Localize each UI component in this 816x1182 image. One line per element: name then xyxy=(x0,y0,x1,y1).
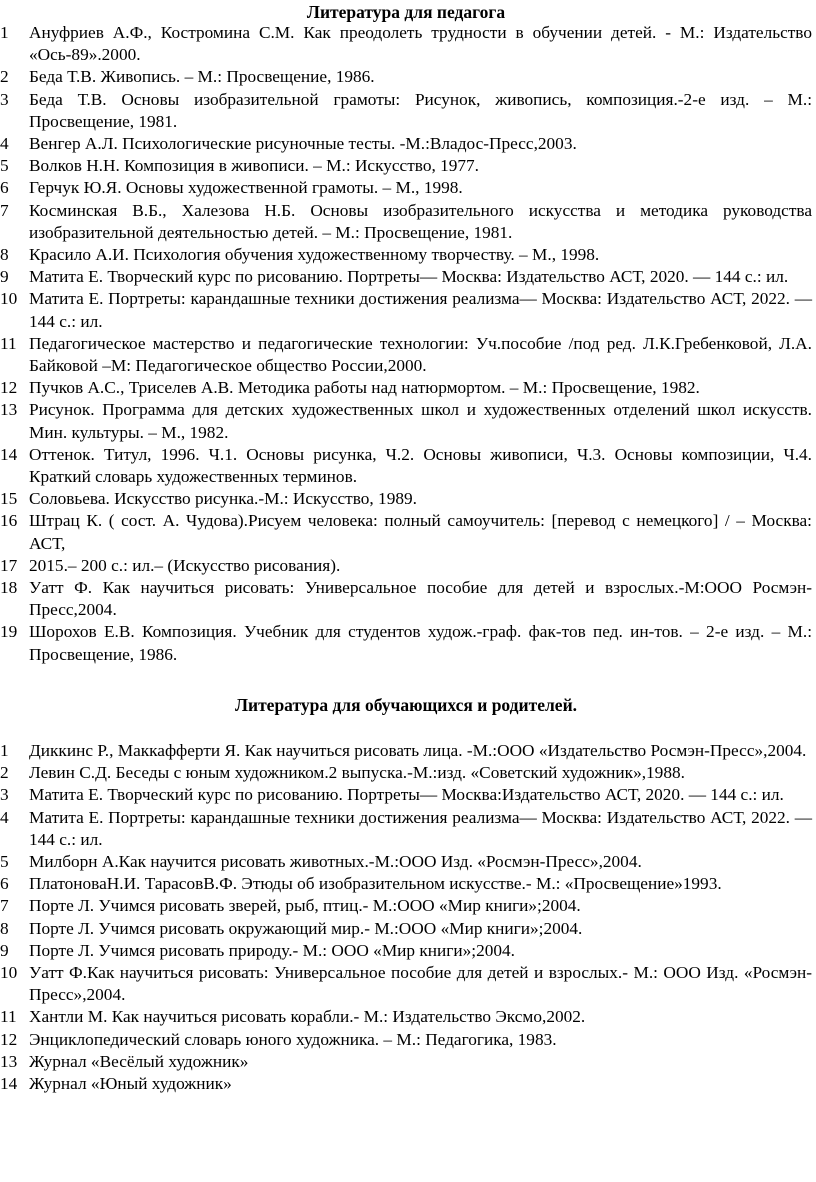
reference-number: 5 xyxy=(0,851,9,871)
reference-text: Ануфриев А.Ф., Костромина С.М. Как преодолеть трудности в обучении детей. - М.: Издательство «Ось-89».2000. xyxy=(29,23,812,65)
reference-number: 14 xyxy=(0,1073,18,1093)
reference-item xyxy=(0,22,812,66)
reference-item xyxy=(0,89,812,133)
reference-text: Волков Н.Н. Композиция в живописи. – М.: Искусство, 1977. xyxy=(29,156,479,176)
reference-item xyxy=(0,399,812,443)
reference-text: Порте Л. Учимся рисовать окружающий мир.- М.:ООО «Мир книги»;2004. xyxy=(29,918,583,938)
reference-text: Матита Е. Творческий курс по рисованию. Портреты— Москва: Издательство АСТ, 2020. — 144 с.: ил. xyxy=(29,267,789,287)
reference-text: Диккинс Р., Маккафферти Я. Как научиться рисовать лица. -М.:ООО «Издательство Росмэн-Пресс»,2004. xyxy=(29,740,807,760)
reference-text: Беда Т.В. Основы изобразительной грамоты: Рисунок, живопись, композиция.-2-е изд. – М.: Просвещение, 1981. xyxy=(29,89,812,131)
reference-text: Журнал «Юный художник» xyxy=(29,1073,232,1093)
reference-item xyxy=(0,851,812,873)
reference-item xyxy=(0,962,812,1006)
reference-item xyxy=(0,918,812,940)
reference-item xyxy=(0,740,812,762)
reference-text: Матита Е. Портреты: карандашные техники достижения реализма— Москва: Издательство АСТ, 2022. — 144 с.: ил. xyxy=(29,807,812,849)
reference-item xyxy=(0,177,812,199)
reference-text: Энциклопедический словарь юного художника. – М.: Педагогика, 1983. xyxy=(29,1029,557,1049)
teacher-literature-heading: Литература для педагога xyxy=(306,2,506,22)
reference-text: Оттенок. Титул, 1996. Ч.1. Основы рисунка, Ч.2. Основы живописи, Ч.3. Основы композиции, Ч.4. Краткий словарь художественных терминов. xyxy=(29,444,812,487)
reference-item xyxy=(0,895,812,917)
reference-number: 13 xyxy=(0,1051,18,1071)
reference-number: 18 xyxy=(0,578,18,598)
reference-text: Рисунок. Программа для детских художественных школ и художественных отделений школ искусств. Мин. культуры. – М., 1982. xyxy=(29,400,812,442)
reference-item xyxy=(0,266,812,288)
reference-item xyxy=(0,333,812,377)
reference-item xyxy=(0,1051,812,1073)
reference-item xyxy=(0,577,812,621)
reference-item xyxy=(0,1073,812,1095)
reference-text: ПлатоноваН.И. ТарасовВ.Ф. Этюды об изобразительном искусстве.- М.: «Просвещение»1993. xyxy=(29,874,722,894)
reference-item xyxy=(0,377,812,399)
reference-text: Штрац К. ( сост. А. Чудова).Рисуем человека: полный самоучитель: [перевод с немецкого] / – Москва: АСТ, xyxy=(29,511,812,553)
reference-text: Красило А.И. Психология обучения художественному творчеству. – М., 1998. xyxy=(29,245,600,265)
reference-number: 3 xyxy=(0,785,9,805)
reference-number: 3 xyxy=(0,89,9,109)
student-literature-list xyxy=(0,740,812,1095)
reference-item xyxy=(0,784,812,806)
reference-item xyxy=(0,555,812,577)
reference-number: 14 xyxy=(0,444,18,464)
reference-number: 7 xyxy=(0,896,9,916)
reference-item xyxy=(0,807,812,851)
reference-number: 11 xyxy=(0,1007,17,1027)
reference-number: 2 xyxy=(0,67,9,87)
reference-text: Беда Т.В. Живопись. – М.: Просвещение, 1986. xyxy=(29,67,375,87)
reference-text: Венгер А.Л. Психологические рисуночные тесты. -М.:Владос-Пресс,2003. xyxy=(29,134,577,154)
reference-number: 10 xyxy=(0,289,18,309)
teacher-literature-list xyxy=(0,22,812,666)
reference-item xyxy=(0,288,812,332)
reference-item xyxy=(0,873,812,895)
reference-number: 4 xyxy=(0,807,9,827)
reference-item xyxy=(0,133,812,155)
reference-text: Пучков А.С., Триселев А.В. Методика работы над натюрмортом. – М.: Просвещение, 1982. xyxy=(29,378,700,398)
reference-number: 1 xyxy=(0,740,9,760)
reference-number: 17 xyxy=(0,555,18,575)
reference-number: 9 xyxy=(0,267,9,287)
reference-item xyxy=(0,244,812,266)
reference-item xyxy=(0,762,812,784)
reference-number: 8 xyxy=(0,245,9,265)
reference-number: 8 xyxy=(0,918,9,938)
reference-text: Порте Л. Учимся рисовать природу.- М.: ООО «Мир книги»;2004. xyxy=(29,940,515,960)
reference-number: 5 xyxy=(0,156,9,176)
reference-text: Левин С.Д. Беседы с юным художником.2 выпуска.-М.:изд. «Советский художник»,1988. xyxy=(29,763,685,783)
reference-number: 1 xyxy=(0,23,9,42)
reference-number: 12 xyxy=(0,378,18,398)
reference-item xyxy=(0,155,812,177)
reference-number: 19 xyxy=(0,622,18,642)
reference-number: 13 xyxy=(0,400,18,420)
reference-number: 15 xyxy=(0,489,18,509)
reference-item xyxy=(0,1006,812,1028)
reference-number: 11 xyxy=(0,333,17,353)
reference-number: 2 xyxy=(0,763,9,783)
reference-text: Соловьева. Искусство рисунка.-М.: Искусство, 1989. xyxy=(29,489,417,509)
reference-text: Журнал «Весёлый художник» xyxy=(29,1051,249,1071)
reference-number: 10 xyxy=(0,962,18,982)
reference-number: 6 xyxy=(0,178,9,198)
reference-number: 9 xyxy=(0,940,9,960)
reference-number: 7 xyxy=(0,200,9,220)
reference-text: Порте Л. Учимся рисовать зверей, рыб, птиц.- М.:ООО «Мир книги»;2004. xyxy=(29,896,581,916)
reference-item xyxy=(0,510,812,554)
reference-item xyxy=(0,444,812,488)
reference-item xyxy=(0,1029,812,1051)
reference-item xyxy=(0,621,812,665)
reference-text: 2015.– 200 с.: ил.– (Искусство рисования). xyxy=(29,555,341,575)
reference-item xyxy=(0,488,812,510)
student-literature-heading: Литература для обучающихся и родителей. xyxy=(234,694,578,715)
reference-text: Педагогическое мастерство и педагогические технологии: Уч.пособие /под ред. Л.К.Гребенковой, Л.А. Байковой –М: Педагогическое общество России,2000. xyxy=(29,333,812,376)
reference-text: Уатт Ф. Как научиться рисовать: Универсальное пособие для детей и взрослых.-М:ООО Росмэн-Пресс,2004. xyxy=(29,578,812,620)
reference-text: Герчук Ю.Я. Основы художественной грамоты. – М., 1998. xyxy=(29,178,463,198)
reference-number: 6 xyxy=(0,874,9,894)
reference-item xyxy=(0,66,812,88)
reference-item xyxy=(0,200,812,244)
reference-number: 12 xyxy=(0,1029,18,1049)
reference-text: Уатт Ф.Как научиться рисовать: Универсальное пособие для детей и взрослых.- М.: ООО Изд. «Росмэн-Пресс»,2004. xyxy=(29,962,812,1005)
reference-text: Шорохов Е.В. Композиция. Учебник для студентов худож.-граф. фак-тов пед. ин-тов. – 2-е изд. – М.: Просвещение, 1986. xyxy=(29,622,812,664)
reference-item xyxy=(0,940,812,962)
reference-number: 4 xyxy=(0,134,9,154)
reference-text: Хантли М. Как научиться рисовать корабли.- М.: Издательство Эксмо,2002. xyxy=(29,1007,586,1027)
reference-text: Матита Е. Творческий курс по рисованию. Портреты— Москва:Издательство АСТ, 2020. — 144 с.: ил. xyxy=(29,785,784,805)
reference-text: Косминская В.Б., Халезова Н.Б. Основы изобразительного искусства и методика руководства изобразительной деятельностью детей. – М.: Просвещение, 1981. xyxy=(29,200,812,242)
reference-text: Милборн А.Как научится рисовать животных.-М.:ООО Изд. «Росмэн-Пресс»,2004. xyxy=(29,851,642,871)
reference-text: Матита Е. Портреты: карандашные техники достижения реализма— Москва: Издательство АСТ, 2022. — 144 с.: ил. xyxy=(29,289,812,331)
reference-number: 16 xyxy=(0,511,18,531)
